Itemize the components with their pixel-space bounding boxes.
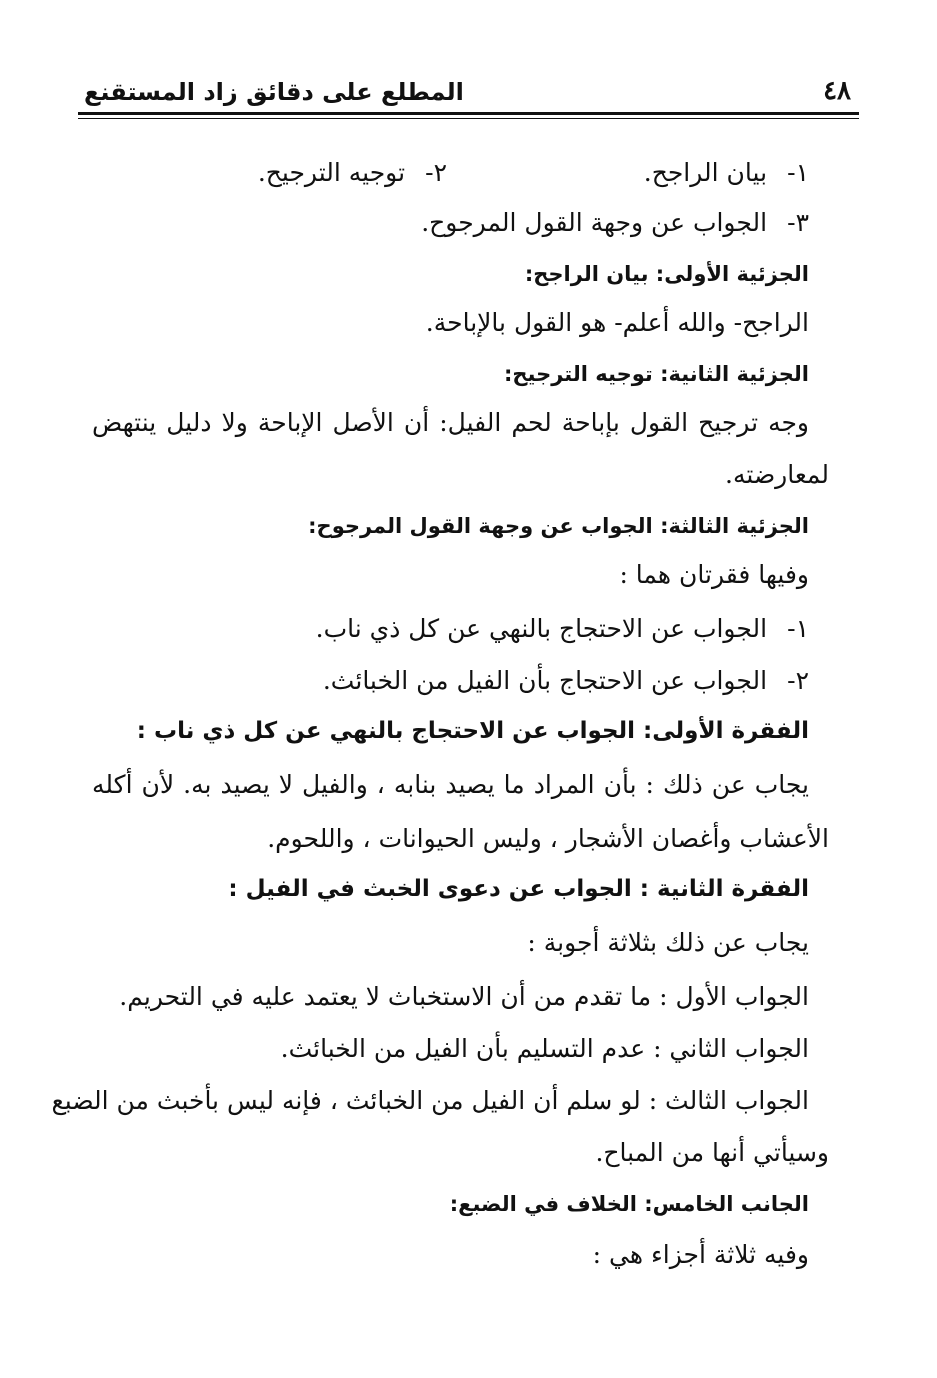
page-header: [78, 70, 859, 120]
subsection-heading: الفقرة الأولى: الجواب عن الاحتجاج بالنهي عن كل ذي ناب :: [136, 718, 809, 744]
list-item: ١- الجواب عن الاحتجاج بالنهي عن كل ذي ناب.: [315, 614, 809, 643]
paragraph: الراجح- والله أعلم- هو القول بالإباحة.: [425, 308, 809, 337]
page-number: ٤٨: [823, 76, 851, 106]
paragraph-line: وسيأتي أنها من المباح.: [595, 1138, 829, 1167]
paragraph: الجواب الأول : ما تقدم من أن الاستخباث لا يعتمد عليه في التحريم.: [119, 982, 809, 1011]
section-heading: الجزئية الأولى: بيان الراجح:: [524, 262, 809, 286]
book-title: المطلع على دقائق زاد المستقنع: [84, 78, 464, 106]
paragraph: يجاب عن ذلك بثلاثة أجوبة :: [527, 928, 809, 957]
paragraph-line: وجه ترجيح القول بإباحة لحم الفيل: أن الأصل الإباحة ولا دليل ينتهض: [92, 408, 809, 437]
paragraph: وفيها فقرتان هما :: [619, 560, 809, 589]
list-item: ٢- الجواب عن الاحتجاج بأن الفيل من الخبائث.: [322, 666, 809, 695]
paragraph-line: الأعشاب وأغصان الأشجار ، وليس الحيوانات ، واللحوم.: [267, 824, 829, 853]
header-rule-thick: [78, 112, 859, 115]
list-item: ١- بيان الراجح.: [643, 158, 809, 187]
section-heading: الجانب الخامس: الخلاف في الضبع:: [449, 1192, 809, 1216]
paragraph-line: لمعارضته.: [725, 460, 829, 489]
paragraph-line: يجاب عن ذلك : بأن المراد ما يصيد بنابه ، والفيل لا يصيد به. لأن أكله: [92, 770, 809, 799]
section-heading: الجزئية الثالثة: الجواب عن وجهة القول المرجوح:: [308, 514, 809, 538]
list-item: ٣- الجواب عن وجهة القول المرجوح.: [421, 208, 809, 237]
paragraph: الجواب الثاني : عدم التسليم بأن الفيل من الخبائث.: [280, 1034, 809, 1063]
header-rule-thin: [78, 118, 859, 119]
subsection-heading: الفقرة الثانية : الجواب عن دعوى الخبث في الفيل :: [228, 876, 809, 902]
paragraph: وفيه ثلاثة أجزاء هي :: [592, 1240, 809, 1269]
paragraph-line: الجواب الثالث : لو سلم أن الفيل من الخبائث ، فإنه ليس بأخبث من الضبع: [51, 1086, 809, 1115]
section-heading: الجزئية الثانية: توجيه الترجيح:: [504, 362, 809, 386]
list-item: ٢- توجيه الترجيح.: [257, 158, 447, 187]
